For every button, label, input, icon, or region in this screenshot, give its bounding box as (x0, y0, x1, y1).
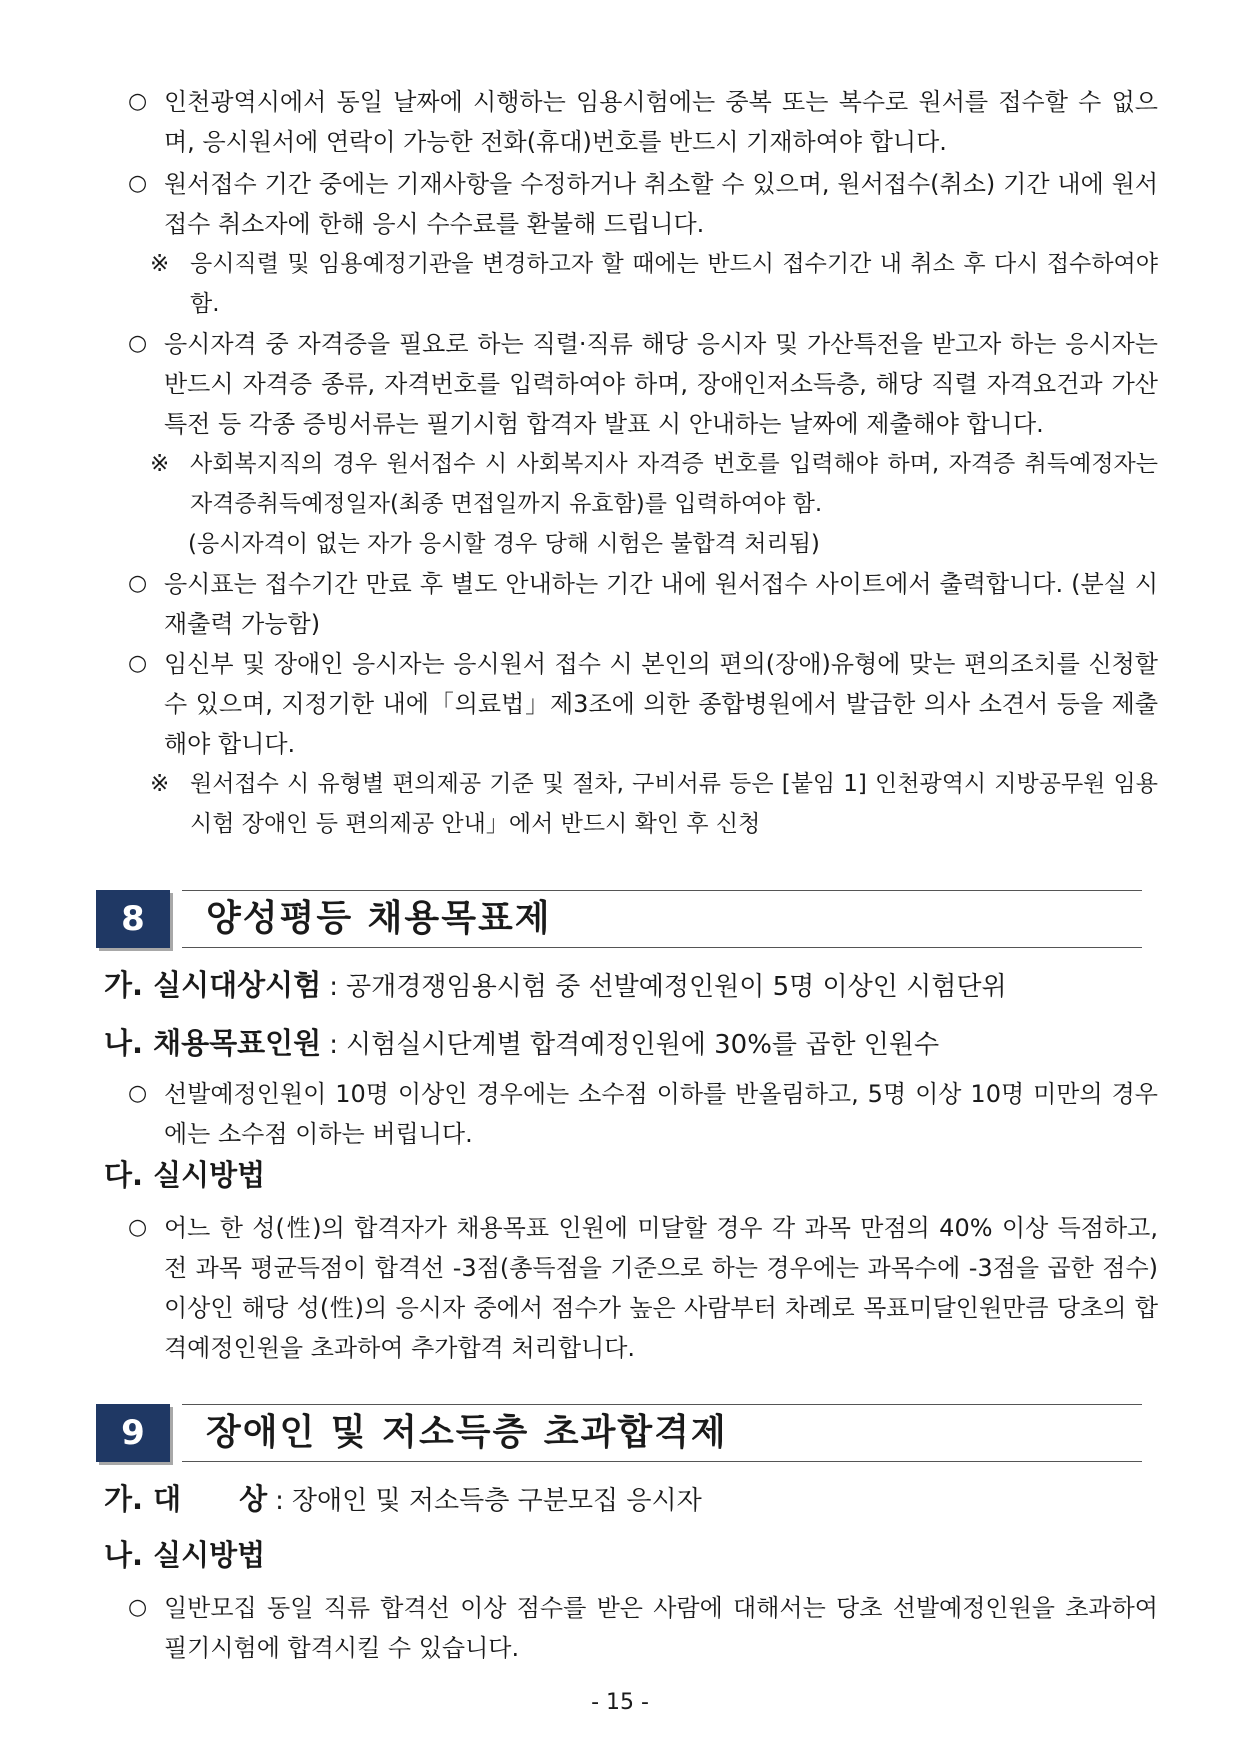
note-paragraph (150, 444, 1158, 524)
reference-mark-icon: ※ (150, 251, 170, 277)
item-label: 가. 실시대상시험 (104, 968, 322, 1002)
circle-bullet-icon: ○ (128, 571, 148, 596)
paragraph-text: 일반모집 동일 직류 합격선 이상 점수를 받은 사람에 대해서는 당초 선발예정인원을 초과하여 필기시험에 합격시킬 수 있습니다. (164, 1594, 1158, 1662)
heading-bottom-rule (182, 1461, 1142, 1462)
paragraph-text: 어느 한 성(性)의 합격자가 채용목표 인원에 미달할 경우 각 과목 만점의 40% 이상 득점하고, 전 과목 평균득점이 합격선 -3점(총득점을 기준으로 하는 경우에는 과목수에 -3점을 곱한 점수) 이상인 해당 성(性)의 응시자 중에서 점수가 높은 사람부터 차례로 목표미달인원만큼 당초의 합격예정인원을 초과하여 추가합격 처리합니다. (164, 1214, 1158, 1362)
note-paragraph (150, 244, 1158, 324)
section-item (104, 1478, 702, 1522)
item-label: 다. 실시방법 (104, 1158, 266, 1192)
section-heading (96, 1404, 1142, 1462)
bullet-paragraph (128, 1074, 1158, 1154)
circle-bullet-icon: ○ (128, 1595, 148, 1620)
paragraph-text: 응시표는 접수기간 만료 후 별도 안내하는 기간 내에 원서접수 사이트에서 출력합니다. (분실 시 재출력 가능함) (164, 570, 1158, 638)
paragraph-text: 응시자격 중 자격증을 필요로 하는 직렬·직류 해당 응시자 및 가산특전을 받고자 하는 응시자는 반드시 자격증 종류, 자격번호를 입력하여야 하며, 장애인저소득층, 해당 직렬 자격요건과 가산특전 등 각종 증빙서류는 필기시험 합격자 발표 시 안내하는 날짜에 제출해야 합니다. (164, 330, 1158, 438)
reference-mark-icon: ※ (150, 771, 170, 797)
circle-bullet-icon: ○ (128, 1081, 148, 1106)
section-item (104, 964, 1007, 1008)
circle-bullet-icon: ○ (128, 171, 148, 196)
circle-bullet-icon: ○ (128, 331, 148, 356)
reference-mark-icon: ※ (150, 451, 170, 477)
colon-separator: : (329, 1030, 338, 1060)
section-number-badge: 8 (96, 890, 170, 948)
item-text: 장애인 및 저소득층 구분모집 응시자 (291, 1486, 702, 1516)
item-label: 나. 채용목표인원 (104, 1026, 322, 1060)
section-item (104, 1154, 265, 1198)
circle-bullet-icon: ○ (128, 1215, 148, 1240)
paragraph-text: 임신부 및 장애인 응시자는 응시원서 접수 시 본인의 편의(장애)유형에 맞는 편의조치를 신청할 수 있으며, 지정기한 내에「의료법」제3조에 의한 종합병원에서 발급한 의사 소견서 등을 제출해야 합니다. (164, 650, 1158, 758)
bullet-paragraph (128, 1208, 1158, 1368)
paragraph-text: 인천광역시에서 동일 날짜에 시행하는 임용시험에는 중복 또는 복수로 원서를 접수할 수 없으며, 응시원서에 연락이 가능한 전화(휴대)번호를 반드시 기재하여야 합니다. (164, 88, 1158, 156)
item-text: 공개경쟁임용시험 중 선발예정인원이 5명 이상인 시험단위 (345, 972, 1007, 1002)
colon-separator: : (329, 972, 338, 1002)
page-number: - 15 - (591, 1690, 649, 1715)
heading-top-rule (182, 1404, 1142, 1405)
bullet-paragraph (128, 564, 1158, 644)
bullet-paragraph (128, 644, 1158, 764)
item-label: 나. 실시방법 (104, 1538, 266, 1572)
note-text: 사회복지직의 경우 원서접수 시 사회복지사 자격증 번호를 입력해야 하며, 자격증 취득예정자는 자격증취득예정일자(최종 면접일까지 유효함)를 입력하여야 함. (190, 451, 1158, 517)
bullet-paragraph (128, 1588, 1158, 1668)
note-paragraph (150, 764, 1158, 844)
paragraph-text: 선발예정인원이 10명 이상인 경우에는 소수점 이하를 반올림하고, 5명 이상 10명 미만의 경우에는 소수점 이하는 버립니다. (164, 1080, 1158, 1148)
heading-top-rule (182, 890, 1142, 891)
colon-separator: : (275, 1486, 284, 1516)
section-title: 양성평등 채용목표제 (206, 898, 552, 939)
section-item (104, 1534, 265, 1578)
circle-bullet-icon: ○ (128, 651, 148, 676)
section-item (104, 1022, 939, 1066)
item-text: 시험실시단계별 합격예정인원에 30%를 곱한 인원수 (345, 1030, 940, 1060)
heading-bottom-rule (182, 947, 1142, 948)
section-number-badge: 9 (96, 1404, 170, 1462)
bullet-paragraph (128, 82, 1158, 162)
note-text: 원서접수 시 유형별 편의제공 기준 및 절차, 구비서류 등은 [붙임 1] 인천광역시 지방공무원 임용시험 장애인 등 편의제공 안내」에서 반드시 확인 후 신청 (190, 771, 1158, 837)
bullet-paragraph (128, 164, 1158, 244)
section-title: 장애인 및 저소득층 초과합격제 (206, 1412, 728, 1453)
note-text: 응시직렬 및 임용예정기관을 변경하고자 할 때에는 반드시 접수기간 내 취소 후 다시 접수하여야 함. (190, 251, 1158, 317)
paragraph-text: 원서접수 기간 중에는 기재사항을 수정하거나 취소할 수 있으며, 원서접수(취소) 기간 내에 원서접수 취소자에 한해 응시 수수료를 환불해 드립니다. (164, 170, 1158, 238)
note-subtext: (응시자격이 없는 자가 응시할 경우 당해 시험은 불합격 처리됨) (188, 531, 820, 557)
section-heading (96, 890, 1142, 948)
bullet-paragraph (128, 324, 1158, 444)
circle-bullet-icon: ○ (128, 89, 148, 114)
item-label: 가. 대 상 (104, 1482, 268, 1516)
